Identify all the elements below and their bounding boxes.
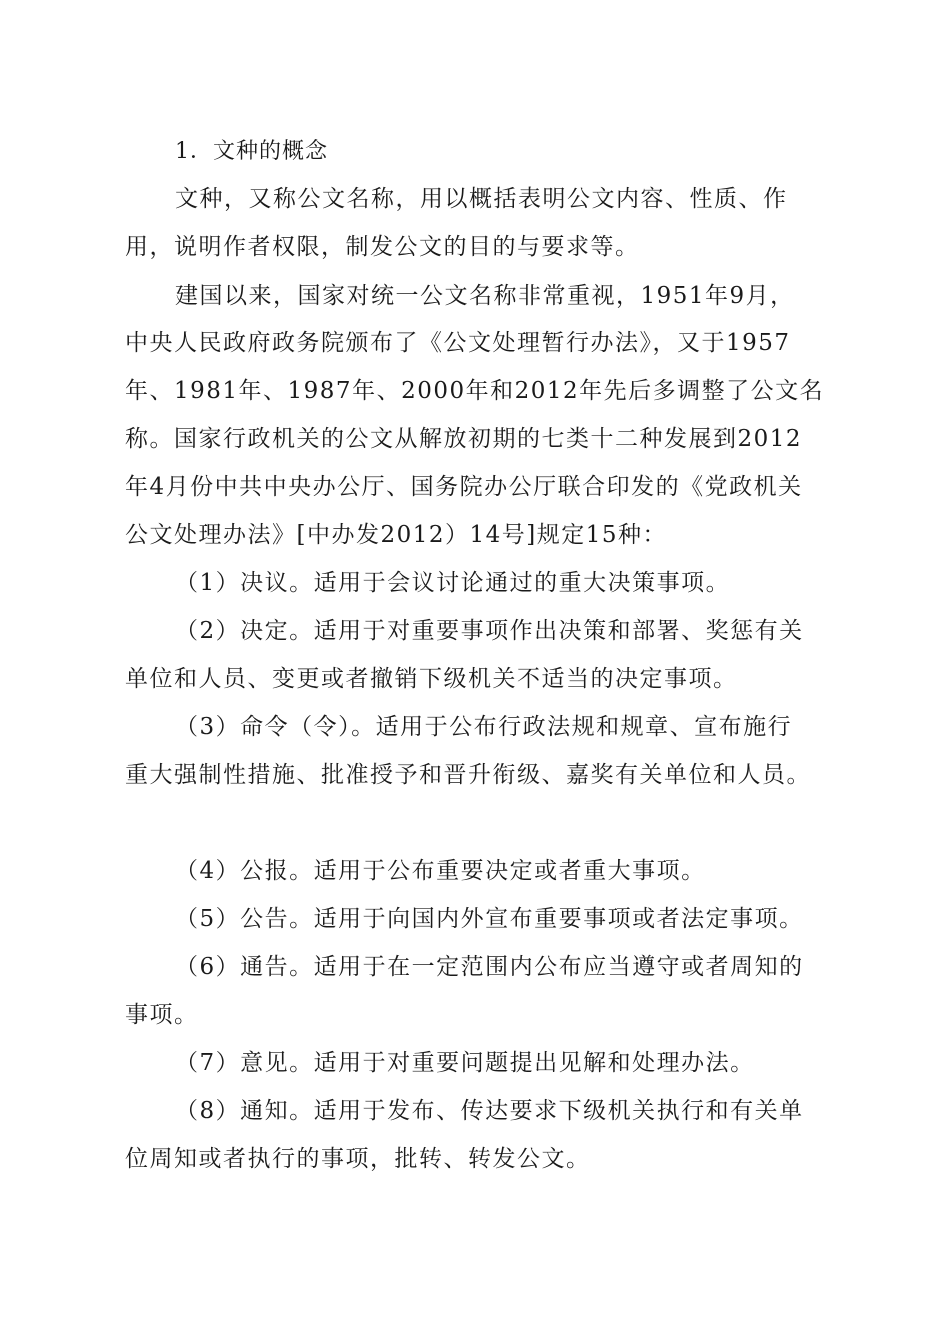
list-item: （6）通告。适用于在一定范围内公布应当遵守或者周知的 — [175, 954, 804, 980]
paragraph-line: 中央人民政府政务院颁布了《公文处理暂行办法》，又于1957 — [125, 330, 791, 356]
list-item-continuation: 重大强制性措施、批准授予和晋升衔级、嘉奖有关单位和人员。 — [125, 762, 811, 788]
list-item: （1）决议。适用于会议讨论通过的重大决策事项。 — [175, 570, 731, 596]
paragraph-line: 年、1981年、1987年、2000年和2012年先后多调整了公文名 — [125, 378, 825, 404]
list-item: （4）公报。适用于公布重要决定或者重大事项。 — [175, 858, 706, 884]
list-item-continuation: 单位和人员、变更或者撤销下级机关不适当的决定事项。 — [125, 666, 738, 692]
list-item: （7）意见。适用于对重要问题提出见解和处理办法。 — [175, 1050, 755, 1076]
paragraph-line: 用，说明作者权限，制发公文的目的与要求等。 — [125, 234, 640, 260]
list-item-continuation: 事项。 — [125, 1002, 199, 1028]
paragraph-line: 文种，又称公文名称，用以概括表明公文内容、性质、作 — [175, 186, 788, 212]
paragraph-line: 建国以来，国家对统一公文名称非常重视，1951年9月， — [175, 283, 795, 309]
paragraph-line: 称。国家行政机关的公文从解放初期的七类十二种发展到2012 — [125, 426, 803, 452]
paragraph-line: 公文处理办法》[中办发2012）14号]规定15种： — [125, 522, 668, 548]
paragraph-line: 年4月份中共中央办公厅、国务院办公厅联合印发的《党政机关 — [125, 474, 803, 500]
list-item: （3）命令（令）。适用于公布行政法规和规章、宣布施行 — [175, 714, 793, 740]
section-heading: 1．文种的概念 — [175, 139, 328, 164]
list-item: （8）通知。适用于发布、传达要求下级机关执行和有关单 — [175, 1098, 804, 1124]
list-item: （5）公告。适用于向国内外宣布重要事项或者法定事项。 — [175, 906, 804, 932]
list-item-continuation: 位周知或者执行的事项，批转、转发公文。 — [125, 1146, 591, 1172]
list-item: （2）决定。适用于对重要事项作出决策和部署、奖惩有关 — [175, 618, 804, 644]
